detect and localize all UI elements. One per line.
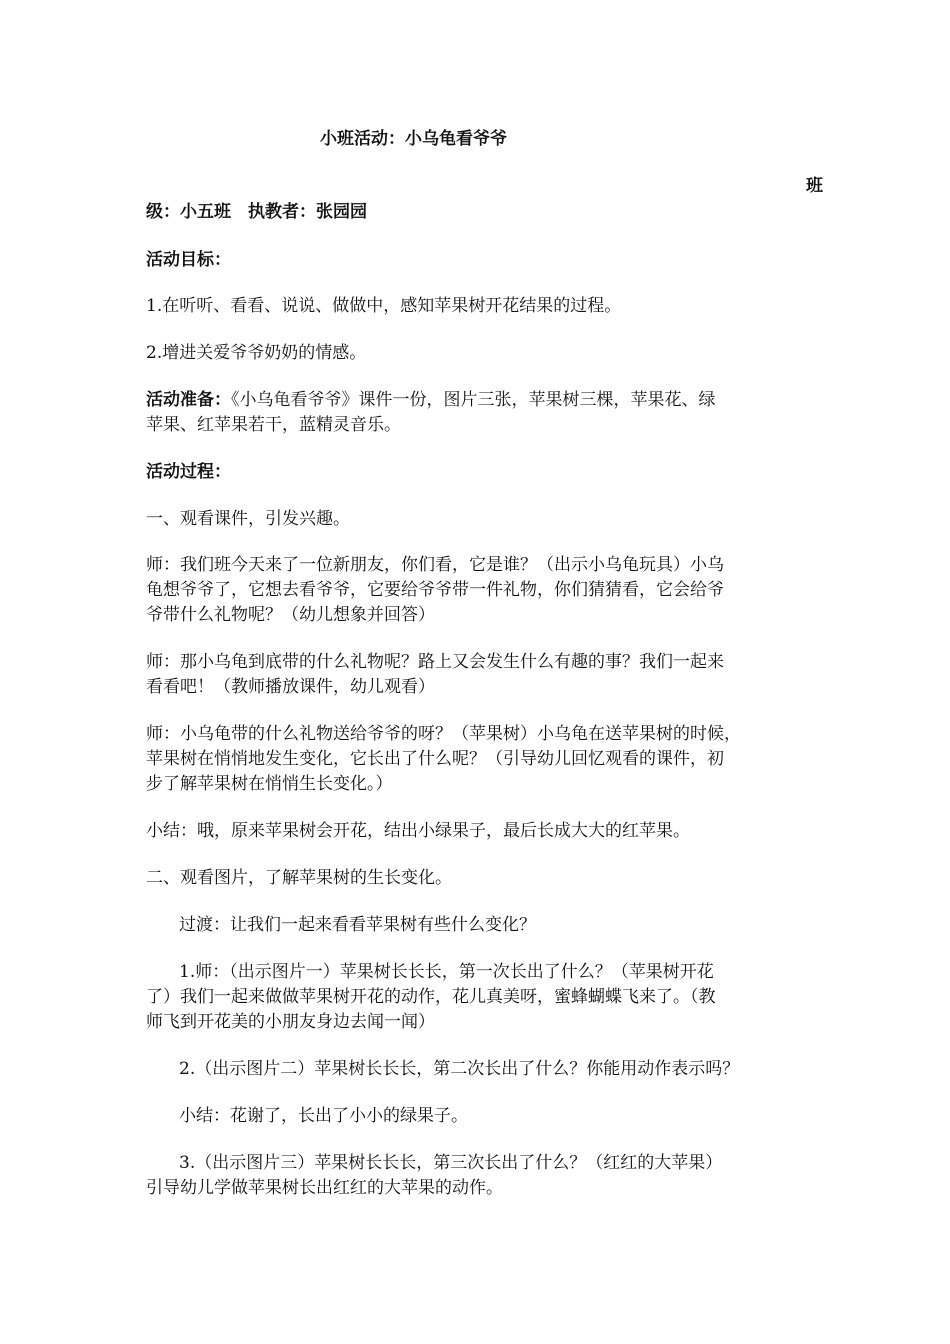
preparation-line-1 bbox=[146, 388, 826, 412]
transition-line: 过渡：让我们一起来看看苹果树有些什么变化？ bbox=[179, 915, 536, 935]
step-1-line-3: 师飞到开花美的小朋友身边去闻一闻） bbox=[146, 1012, 435, 1032]
paragraph-1-line-3: 爷带什么礼物呢？（幼儿想象并回答） bbox=[146, 605, 435, 625]
paragraph-1-line-2: 龟想爷爷了，它想去看爷爷，它要给爷爷带一件礼物，你们猜猜看，它会给爷 bbox=[146, 580, 724, 600]
page-title: 小班活动：小乌龟看爷爷 bbox=[320, 129, 507, 149]
preparation-line-2: 苹果、红苹果若干，蓝精灵音乐。 bbox=[146, 415, 401, 435]
paragraph-3-line-1: 师：小乌龟带的什么礼物送给爷爷的呀？（苹果树）小乌龟在送苹果树的时候， bbox=[146, 724, 741, 744]
step-3-line-1: 3.（出示图片三）苹果树长长长，第三次长出了什么？（红红的大苹果） bbox=[179, 1153, 723, 1173]
paragraph-2-line-2: 看看吧！（教师播放课件，幼儿观看） bbox=[146, 677, 435, 697]
class-teacher-line: 级：小五班 执教者：张园园 bbox=[146, 202, 367, 222]
section-1-title: 一、观看课件，引发兴趣。 bbox=[146, 509, 350, 529]
paragraph-1-line-1: 师：我们班今天来了一位新朋友，你们看，它是谁？（出示小乌龟玩具）小乌 bbox=[146, 555, 724, 575]
goal-item-1: 1.在听听、看看、说说、做做中，感知苹果树开花结果的过程。 bbox=[146, 296, 622, 316]
step-2: 2.（出示图片二）苹果树长长长，第二次长出了什么？你能用动作表示吗？ bbox=[179, 1059, 740, 1079]
step-1-line-1: 1.师：（出示图片一）苹果树长长长，第一次长出了什么？（苹果树开花 bbox=[179, 962, 714, 982]
goals-heading: 活动目标： bbox=[146, 250, 231, 270]
summary-1: 小结：哦，原来苹果树会开花，结出小绿果子，最后长成大大的红苹果。 bbox=[146, 821, 690, 841]
step-1-line-2: 了）我们一起来做做苹果树开花的动作，花儿真美呀，蜜蜂蝴蝶飞来了。（教 bbox=[146, 987, 716, 1007]
paragraph-3-line-2: 苹果树在悄悄地发生变化，它长出了什么呢？（引导幼儿回忆观看的课件，初 bbox=[146, 749, 724, 769]
class-label-prefix: 班 bbox=[806, 176, 823, 196]
section-2-title: 二、观看图片，了解苹果树的生长变化。 bbox=[146, 868, 452, 888]
process-heading: 活动过程： bbox=[146, 462, 231, 482]
preparation-label: 活动准备： bbox=[146, 390, 231, 410]
goal-item-2: 2.增进关爱爷爷奶奶的情感。 bbox=[146, 343, 367, 363]
summary-2: 小结：花谢了，长出了小小的绿果子。 bbox=[179, 1106, 468, 1126]
preparation-text: 《小乌龟看爷爷》课件一份，图片三张，苹果树三棵，苹果花、绿 bbox=[231, 390, 716, 410]
step-3-line-2: 引导幼儿学做苹果树长出红红的大苹果的动作。 bbox=[146, 1178, 503, 1198]
paragraph-2-line-1: 师：那小乌龟到底带的什么礼物呢？路上又会发生什么有趣的事？我们一起来 bbox=[146, 652, 724, 672]
paragraph-3-line-3: 步了解苹果树在悄悄生长变化。） bbox=[146, 774, 393, 794]
